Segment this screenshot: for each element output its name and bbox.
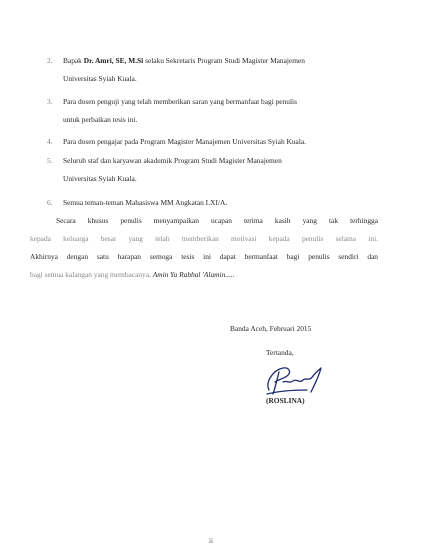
- list-number: 2.: [47, 56, 53, 65]
- list-text: Bapak Dr. Amri, SE, M.Si selaku Sekretaris Program Studi Magister Manajemen Universitas Syiah Kuala.: [63, 56, 305, 83]
- paragraph-line: Secara khusus penulis menyampaikan ucapan terima kasih yang tak terhingga: [56, 216, 378, 225]
- list-number: 3.: [47, 97, 53, 106]
- paragraph-line: kepada keluarga besar yang telah memberikan motivasi kepada penulis selama ini.: [30, 234, 378, 243]
- closing-paragraph: [30, 212, 378, 284]
- paragraph-line: bagi semua kalangan yang membacanya, Amin Ya Rabbal 'Alamin.....: [30, 270, 235, 279]
- signature-label: Tertanda,: [266, 348, 294, 357]
- list-text: Seluruh staf dan karyawan akademik Program Studi Magister Manajemen Universitas Syiah Kuala.: [63, 156, 282, 183]
- name-bold: Dr. Amri, SE, M.Si: [83, 56, 144, 65]
- list-number: 5.: [47, 156, 53, 165]
- paragraph-line: Akhirnya dengan satu harapan semoga tesis ini dapat bermanfaat bagi penulis sendiri dan: [30, 252, 378, 261]
- list-text: Para dosen pengajar pada Program Magister Manajemen Universitas Syiah Kuala.: [63, 137, 306, 146]
- list-number: 4.: [47, 137, 53, 146]
- list-text: Para dosen penguji yang telah memberikan saran yang bermanfaat bagi penulis untuk perbaikan tesis ini.: [63, 97, 297, 124]
- signer-name: (ROSLINA): [266, 396, 305, 405]
- list-text: Semua teman-teman Mahasiswa MM Angkatan LXI/A.: [63, 198, 228, 207]
- list-number: 6.: [47, 198, 53, 207]
- place-date: Banda Aceh, Februari 2015: [230, 324, 312, 333]
- page-number: ii: [209, 537, 213, 545]
